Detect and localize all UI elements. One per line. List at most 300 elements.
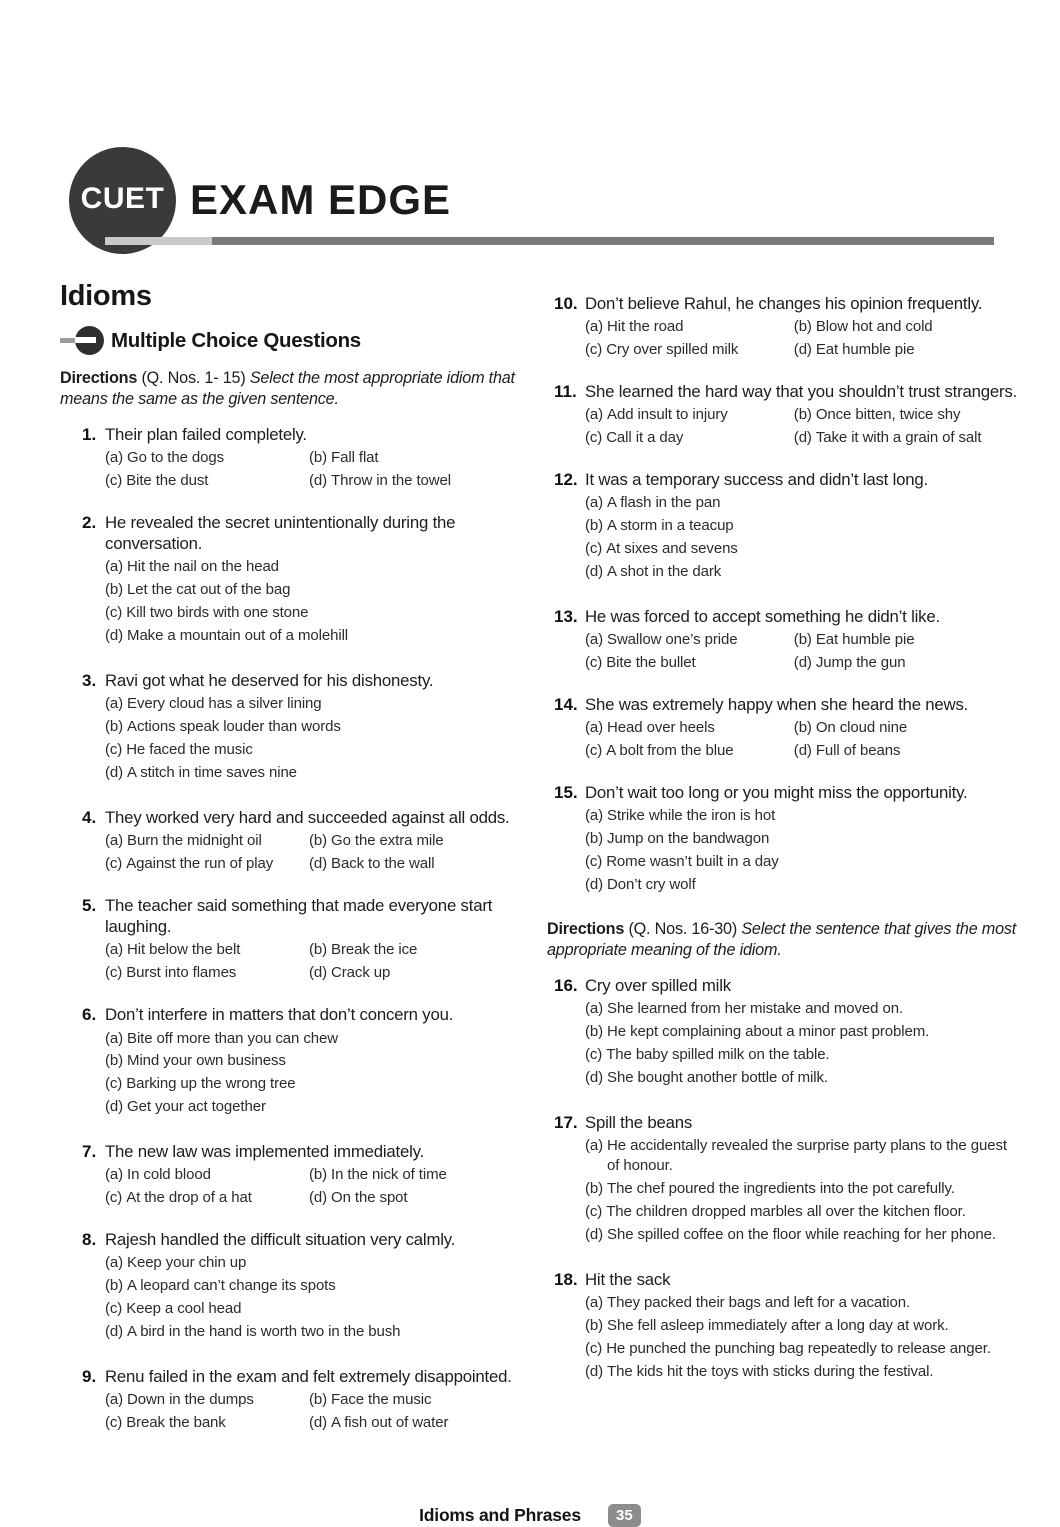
question-body	[585, 782, 1020, 898]
option-item	[794, 630, 1020, 650]
option-text: He accidentally revealed the surprise party plans to the guest of honour.	[607, 1137, 1007, 1175]
option-item	[794, 405, 1020, 425]
option-item	[794, 653, 1020, 673]
option-text: Let the cat out of the bag	[127, 581, 291, 599]
question-number: 5.	[82, 896, 97, 916]
option-text: Rome wasn’t built in a day	[606, 853, 779, 871]
option-text: He faced the music	[126, 741, 253, 759]
options-list	[105, 940, 530, 983]
left-column-blocks	[60, 368, 530, 1433]
option-text: She fell asleep immediately after a long day at work.	[607, 1316, 949, 1334]
option-text: Cry over spilled milk	[606, 341, 739, 359]
footer-chapter-label: Idioms and Phrases	[419, 1505, 581, 1526]
question-item	[60, 670, 530, 786]
option-text: Break the ice	[331, 941, 418, 959]
option-label: (b)	[585, 1316, 604, 1334]
option-label: (a)	[105, 832, 124, 850]
option-text: Full of beans	[815, 742, 901, 760]
option-label: (a)	[105, 558, 124, 576]
option-label: (b)	[309, 1166, 328, 1184]
question-body	[585, 1112, 1020, 1248]
option-label: (a)	[585, 807, 604, 825]
options-list	[585, 806, 1020, 895]
question-text: The teacher said something that made everyone start laughing.	[105, 896, 493, 937]
option-label: (a)	[585, 1000, 604, 1018]
option-label: (b)	[309, 832, 328, 850]
option-text: Eat humble pie	[815, 631, 915, 649]
option-text: A fish out of water	[331, 1414, 449, 1432]
left-column	[60, 280, 530, 1454]
option-text: Burn the midnight oil	[127, 832, 262, 850]
question-item	[547, 782, 1020, 898]
option-label: (d)	[585, 1362, 604, 1380]
option-label: (b)	[793, 719, 812, 737]
option-label: (a)	[585, 318, 604, 336]
question-number: 9.	[82, 1367, 97, 1387]
option-item	[794, 317, 1020, 337]
section-title: Idioms	[60, 280, 152, 312]
option-text: A bolt from the blue	[606, 742, 734, 760]
question-number: 2.	[82, 513, 97, 533]
cuet-logo-text: CUET	[80, 181, 165, 215]
option-label: (b)	[585, 517, 604, 535]
option-item	[585, 852, 1020, 872]
option-label: (c)	[585, 429, 603, 447]
option-text: Bite the bullet	[606, 654, 696, 672]
question-item	[547, 381, 1020, 448]
option-text: Against the run of play	[126, 855, 274, 873]
option-text: Go to the dogs	[127, 449, 225, 467]
option-item	[309, 1188, 530, 1208]
option-text: Get your act together	[127, 1098, 266, 1116]
option-text: Make a mountain out of a molehill	[127, 627, 349, 645]
question-item	[547, 469, 1020, 585]
option-item	[309, 963, 530, 983]
option-text: Swallow one’s pride	[607, 631, 738, 649]
option-text: Burst into flames	[126, 964, 237, 982]
options-list	[105, 1165, 530, 1208]
option-label: (d)	[793, 654, 812, 672]
option-label: (c)	[585, 540, 603, 558]
option-text: A bird in the hand is worth two in the bush	[127, 1323, 401, 1341]
option-item	[105, 963, 309, 983]
page-title: EXAM EDGE	[190, 176, 452, 223]
question-number: 3.	[82, 671, 97, 691]
question-text: Renu failed in the exam and felt extremely disappointed.	[105, 1367, 512, 1387]
footer	[0, 1504, 1060, 1527]
question-number: 12.	[554, 470, 578, 490]
option-item	[105, 1390, 309, 1410]
option-text: Jump the gun	[815, 654, 906, 672]
question-text: He was forced to accept something he didn’t like.	[585, 606, 940, 626]
question-text: It was a temporary success and didn’t last long.	[585, 470, 928, 490]
question-item	[60, 1229, 530, 1345]
option-item	[585, 718, 794, 738]
option-label: (b)	[793, 318, 812, 336]
option-label: (a)	[105, 1254, 124, 1272]
options-list	[585, 630, 1020, 673]
option-label: (b)	[309, 1391, 328, 1409]
option-label: (d)	[309, 1414, 328, 1432]
option-text: Break the bank	[126, 1414, 226, 1432]
options-list	[585, 405, 1020, 448]
option-text: She spilled coffee on the floor while reaching for her phone.	[607, 1225, 996, 1243]
option-label: (a)	[105, 1166, 124, 1184]
option-item	[585, 539, 1020, 559]
option-text: At the drop of a hat	[126, 1189, 252, 1207]
question-body	[585, 1269, 1020, 1385]
option-label: (b)	[585, 1023, 604, 1041]
option-label: (b)	[585, 830, 604, 848]
option-item	[585, 428, 794, 448]
option-item	[105, 1029, 530, 1049]
option-item	[105, 603, 530, 623]
option-text: The baby spilled milk on the table.	[606, 1046, 830, 1064]
option-item	[585, 516, 1020, 536]
option-label: (c)	[585, 742, 603, 760]
option-text: Eat humble pie	[815, 341, 915, 359]
option-text: The children dropped marbles all over the kitchen floor.	[606, 1202, 966, 1220]
option-label: (d)	[585, 876, 604, 893]
option-item	[105, 854, 309, 874]
option-text: The kids hit the toys with sticks during the festival.	[607, 1362, 934, 1380]
question-item	[547, 293, 1020, 360]
question-text: Don’t believe Rahul, he changes his opinion frequently.	[585, 294, 983, 313]
option-item	[585, 1136, 1020, 1176]
directions-instruction: Select the sentence that gives the most appropriate meaning of the idiom.	[547, 919, 1017, 959]
option-label: (b)	[309, 941, 328, 959]
option-item	[585, 806, 1020, 826]
option-item	[585, 1339, 1020, 1359]
option-item	[105, 1299, 530, 1319]
question-number: 18.	[554, 1269, 578, 1289]
option-label: (a)	[105, 941, 124, 959]
question-number: 6.	[82, 1005, 97, 1025]
header-rule-light-segment	[105, 237, 212, 245]
option-text: He kept complaining about a minor past problem.	[607, 1023, 930, 1041]
option-item	[105, 694, 530, 714]
question-number: 17.	[554, 1112, 578, 1132]
option-label: (c)	[585, 1202, 603, 1220]
option-item	[585, 829, 1020, 849]
option-item	[585, 1179, 1020, 1199]
option-item	[585, 630, 794, 650]
question-text: The new law was implemented immediately.	[105, 1142, 425, 1162]
option-item	[105, 717, 530, 737]
option-label: (d)	[105, 1098, 124, 1116]
option-text: On cloud nine	[815, 719, 908, 737]
option-text: A stitch in time saves nine	[127, 764, 297, 782]
option-label: (c)	[105, 964, 123, 982]
option-text: In cold blood	[127, 1166, 211, 1184]
option-label: (b)	[309, 449, 328, 467]
option-item	[585, 1068, 1020, 1088]
question-number: 14.	[554, 695, 578, 714]
option-label: (c)	[585, 1339, 603, 1357]
option-item	[105, 740, 530, 760]
option-label: (b)	[105, 1052, 124, 1070]
option-text: In the nick of time	[331, 1166, 447, 1184]
question-text: Hit the sack	[585, 1269, 671, 1289]
option-item	[585, 493, 1020, 513]
option-label: (d)	[309, 855, 328, 873]
option-text: On the spot	[331, 1189, 408, 1207]
option-text: Hit below the belt	[127, 941, 241, 959]
option-label: (c)	[105, 1189, 123, 1207]
option-label: (a)	[585, 719, 604, 737]
option-text: Hit the road	[607, 318, 684, 336]
options-list	[585, 1293, 1020, 1382]
option-label: (d)	[105, 1323, 124, 1341]
option-item	[585, 1316, 1020, 1336]
option-item	[585, 875, 1020, 895]
question-body	[585, 694, 1020, 761]
option-item	[585, 653, 794, 673]
question-body	[105, 424, 530, 491]
right-column	[547, 280, 1020, 1454]
option-item	[585, 562, 1020, 582]
question-body	[105, 670, 530, 786]
page-number-badge: 35	[608, 1504, 641, 1527]
option-label: (d)	[309, 472, 328, 490]
option-label: (c)	[105, 472, 123, 490]
options-list	[585, 1136, 1020, 1245]
subsection-heading	[60, 326, 530, 355]
option-item	[585, 1362, 1020, 1382]
content	[0, 270, 1060, 1454]
option-label: (c)	[105, 741, 123, 759]
question-item	[60, 1004, 530, 1120]
question-text: Spill the beans	[585, 1112, 693, 1132]
option-label: (c)	[105, 604, 123, 622]
question-text: Their plan failed completely.	[105, 425, 307, 445]
option-item	[585, 317, 794, 337]
option-text: Hit the nail on the head	[127, 558, 279, 576]
option-text: Add insult to injury	[607, 406, 728, 424]
option-label: (c)	[105, 1300, 123, 1318]
question-number: 1.	[82, 425, 97, 445]
options-list	[105, 1390, 530, 1433]
option-text: Kill two birds with one stone	[126, 604, 309, 622]
option-label: (d)	[793, 742, 812, 760]
option-item	[585, 999, 1020, 1019]
question-number: 16.	[554, 976, 578, 996]
option-item	[794, 340, 1020, 360]
option-text: Back to the wall	[331, 855, 435, 873]
question-item	[547, 694, 1020, 761]
option-label: (d)	[309, 1189, 328, 1207]
option-label: (b)	[105, 581, 124, 599]
option-item	[105, 557, 530, 577]
question-item	[60, 895, 530, 983]
options-list	[585, 999, 1020, 1088]
option-text: Head over heels	[607, 719, 715, 737]
directions-label: Directions	[547, 919, 625, 938]
question-body	[105, 1366, 530, 1433]
option-item	[105, 1051, 530, 1071]
option-label: (d)	[585, 1069, 604, 1087]
option-item	[585, 1022, 1020, 1042]
question-number: 10.	[554, 294, 578, 313]
header-rule	[105, 237, 994, 245]
option-label: (b)	[585, 1180, 604, 1197]
question-number: 11.	[554, 382, 577, 402]
option-item	[309, 940, 530, 960]
question-body	[105, 1229, 530, 1345]
question-item	[547, 606, 1020, 673]
option-text: The chef poured the ingredients into the pot carefully.	[607, 1180, 955, 1197]
option-text: Call it a day	[606, 429, 684, 447]
option-text: Blow hot and cold	[815, 318, 933, 336]
option-label: (b)	[105, 1277, 124, 1295]
option-item	[794, 428, 1020, 448]
option-text: Bite the dust	[126, 472, 209, 490]
option-label: (c)	[585, 341, 603, 359]
question-body	[585, 381, 1020, 448]
option-item	[309, 831, 530, 851]
option-item	[105, 1165, 309, 1185]
option-text: She bought another bottle of milk.	[607, 1069, 828, 1087]
question-body	[585, 606, 1020, 673]
header-rule-dark-segment	[212, 237, 994, 245]
option-text: Every cloud has a silver lining	[127, 695, 322, 713]
directions-note	[60, 368, 530, 410]
options-list	[585, 493, 1020, 582]
option-text: Keep a cool head	[126, 1300, 242, 1318]
question-item	[60, 1141, 530, 1208]
question-text: She was extremely happy when she heard the news.	[585, 695, 969, 714]
option-text: He punched the punching bag repeatedly to release anger.	[606, 1339, 991, 1357]
option-text: Mind your own business	[127, 1052, 286, 1070]
dash-circle-icon	[60, 326, 104, 355]
options-list	[105, 557, 530, 646]
question-body	[105, 512, 530, 649]
question-number: 8.	[82, 1230, 97, 1250]
option-label: (b)	[793, 406, 812, 424]
option-item	[794, 741, 1020, 761]
subsection-title: Multiple Choice Questions	[111, 328, 361, 352]
question-body	[105, 807, 530, 874]
option-item	[105, 763, 530, 783]
option-item	[309, 448, 530, 468]
option-item	[585, 1045, 1020, 1065]
right-column-blocks	[547, 293, 1020, 1385]
question-item	[547, 1112, 1020, 1248]
question-body	[585, 293, 1020, 360]
question-body	[585, 469, 1020, 585]
option-text: Once bitten, twice shy	[815, 406, 961, 424]
option-item	[105, 940, 309, 960]
option-label: (d)	[585, 1225, 604, 1243]
question-body	[105, 895, 530, 983]
option-item	[585, 1202, 1020, 1222]
directions-range: (Q. Nos. 1- 15)	[137, 369, 250, 387]
option-label: (a)	[585, 1293, 604, 1311]
option-text: Bite off more than you can chew	[127, 1029, 338, 1047]
question-item	[60, 424, 530, 491]
question-text: They worked very hard and succeeded against all odds.	[105, 808, 510, 828]
option-item	[105, 1188, 309, 1208]
question-body	[105, 1004, 530, 1120]
options-list	[585, 718, 1020, 761]
header	[0, 0, 1060, 270]
option-item	[309, 1165, 530, 1185]
options-list	[585, 317, 1020, 360]
option-label: (a)	[105, 1391, 124, 1409]
option-item	[105, 1413, 309, 1433]
option-text: Keep your chin up	[127, 1254, 247, 1272]
directions-label: Directions	[60, 369, 138, 387]
option-label: (d)	[105, 627, 124, 645]
option-label: (c)	[105, 855, 123, 873]
option-label: (d)	[585, 563, 604, 581]
directions-instruction: Select the most appropriate idiom that means the same as the given sentence.	[60, 369, 515, 409]
question-item	[547, 975, 1020, 1091]
option-label: (a)	[585, 631, 604, 649]
option-item	[309, 854, 530, 874]
options-list	[105, 694, 530, 783]
option-item	[585, 1293, 1020, 1313]
question-text: Cry over spilled milk	[585, 976, 731, 996]
option-label: (d)	[105, 764, 124, 782]
option-label: (a)	[105, 1029, 124, 1047]
option-item	[105, 580, 530, 600]
option-item	[309, 1390, 530, 1410]
option-label: (a)	[105, 449, 124, 467]
option-item	[105, 1074, 530, 1094]
option-text: At sixes and sevens	[606, 540, 738, 558]
option-item	[105, 1253, 530, 1273]
option-item	[105, 471, 309, 491]
option-text: Face the music	[331, 1391, 432, 1409]
option-text: They packed their bags and left for a vacation.	[607, 1293, 911, 1311]
option-text: A storm in a teacup	[607, 517, 734, 535]
question-item	[60, 1366, 530, 1433]
question-item	[60, 807, 530, 874]
option-text: Strike while the iron is hot	[607, 807, 776, 825]
option-text: Actions speak louder than words	[127, 718, 341, 736]
question-item	[547, 1269, 1020, 1385]
option-text: She learned from her mistake and moved on.	[607, 1000, 904, 1018]
option-text: Don’t cry wolf	[607, 876, 696, 893]
option-label: (c)	[585, 853, 603, 871]
option-label: (a)	[105, 695, 124, 713]
option-item	[309, 471, 530, 491]
option-label: (b)	[105, 718, 124, 736]
option-item	[309, 1413, 530, 1433]
option-text: Crack up	[331, 964, 391, 982]
option-text: Jump on the bandwagon	[607, 830, 770, 848]
option-text: Go the extra mile	[331, 832, 444, 850]
question-text: Don’t wait too long or you might miss the opportunity.	[585, 783, 968, 803]
option-item	[105, 626, 530, 646]
option-text: A shot in the dark	[607, 563, 722, 581]
option-text: Down in the dumps	[127, 1391, 254, 1409]
option-label: (d)	[309, 964, 328, 982]
option-text: A leopard can’t change its spots	[127, 1277, 336, 1295]
question-text: Don’t interfere in matters that don’t concern you.	[105, 1005, 454, 1025]
option-item	[585, 340, 794, 360]
options-list	[105, 831, 530, 874]
option-item	[585, 405, 794, 425]
question-text: He revealed the secret unintentionally during the conversation.	[105, 513, 456, 554]
question-body	[585, 975, 1020, 1091]
option-label: (a)	[585, 1137, 604, 1155]
option-label: (a)	[585, 494, 604, 512]
option-text: Barking up the wrong tree	[126, 1075, 296, 1093]
options-list	[105, 448, 530, 491]
options-list	[105, 1029, 530, 1118]
